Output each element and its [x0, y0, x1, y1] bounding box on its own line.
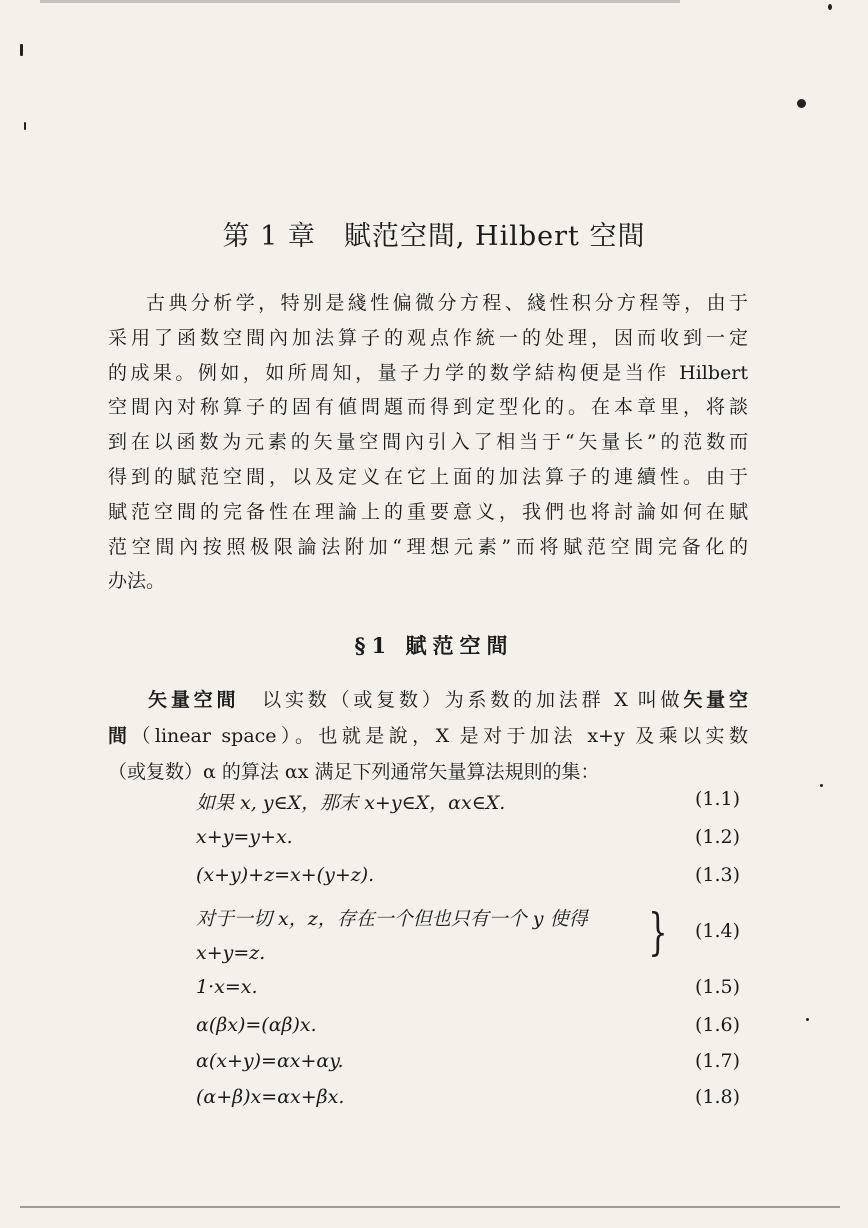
axiom-formula: 1·x=x. — [196, 976, 258, 998]
definition-line-3: （或复数）α 的算法 αx 满足下列通常矢量算法規則的集： — [108, 761, 600, 783]
brace-icon: } — [648, 903, 668, 961]
intro-line: 采用了函数空間內加法算子的观点作統一的处理，因而收到一定 — [108, 326, 748, 349]
intro-line: 范空間內按照极限論法附加“理想元素”而将賦范空間完备化的 — [108, 535, 748, 558]
axiom-row — [196, 864, 740, 898]
equation-number: (1.6) — [694, 1014, 740, 1036]
intro-line: 得到的賦范空間，以及定义在它上面的加法算子的連續性。由于 — [108, 465, 748, 488]
axiom-formula: α(x+y)=αx+αy. — [196, 1050, 344, 1072]
axiom-row — [196, 902, 740, 972]
definition-term-2: 矢量空 — [683, 689, 748, 711]
axiom-formula-line-1: 对于一切 x，z，存在一个但也只有一个 y 使得 — [196, 908, 588, 930]
intro-line: 的成果。例如，如所周知，量子力学的数学結构便是当作 Hilbert — [108, 361, 748, 384]
axiom-row — [196, 1014, 740, 1048]
intro-paragraph — [108, 286, 748, 599]
chapter-title: 第 1 章 賦范空間, Hilbert 空間 — [222, 221, 646, 252]
definition-term: 矢量空間 — [148, 689, 240, 711]
equation-number: (1.2) — [694, 826, 740, 848]
axiom-formula: (α+β)x=αx+βx. — [196, 1086, 345, 1108]
intro-line: 空間內对称算子的固有値問題而得到定型化的。在本章里，将談 — [108, 396, 748, 419]
equation-number: (1.4) — [694, 920, 740, 942]
definition-text: 以实数（或复数）为系数的加法群 X 叫做 — [239, 689, 684, 711]
definition-term-3: 間 — [108, 725, 132, 747]
equation-number: (1.3) — [694, 864, 740, 886]
page-edge-bottom — [20, 1206, 840, 1208]
axiom-formula: 如果 x, y∈X，那末 x+y∈X，αx∈X. — [196, 792, 506, 814]
equation-number: (1.8) — [694, 1086, 740, 1108]
axiom-row — [196, 1086, 740, 1120]
equation-number: (1.1) — [694, 788, 740, 810]
equation-number: (1.5) — [694, 976, 740, 998]
section-title: §1 賦范空間 — [354, 633, 514, 658]
page-edge-top — [40, 0, 680, 3]
axiom-row — [196, 1050, 740, 1084]
axiom-formula: x+y=y+x. — [196, 826, 293, 848]
definition-line-1 — [108, 682, 748, 718]
definition-text-2: （linear space）。也就是說，X 是对于加法 x+y 及乘以实数 — [131, 725, 748, 747]
axiom-formula: (x+y)+z=x+(y+z). — [196, 864, 375, 886]
intro-line: 賦范空間的完备性在理論上的重要意义，我們也将討論如何在賦 — [108, 500, 748, 523]
axiom-row — [196, 976, 740, 1010]
intro-line: 古典分析学，特别是綫性偏微分方程、綫性积分方程等，由于 — [146, 292, 748, 314]
intro-line: 办法。 — [108, 570, 166, 593]
axiom-row — [196, 788, 740, 822]
definition-line-2 — [108, 718, 748, 754]
equation-number: (1.7) — [694, 1050, 740, 1072]
axiom-formula: α(βx)=(αβ)x. — [196, 1014, 317, 1036]
intro-line: 到在以函数为元素的矢量空間內引入了相当于“矢量长”的范数而 — [108, 431, 748, 454]
definition-paragraph — [108, 682, 748, 790]
axiom-row — [196, 826, 740, 860]
axiom-formula-line-2: x+y=z. — [196, 942, 266, 964]
